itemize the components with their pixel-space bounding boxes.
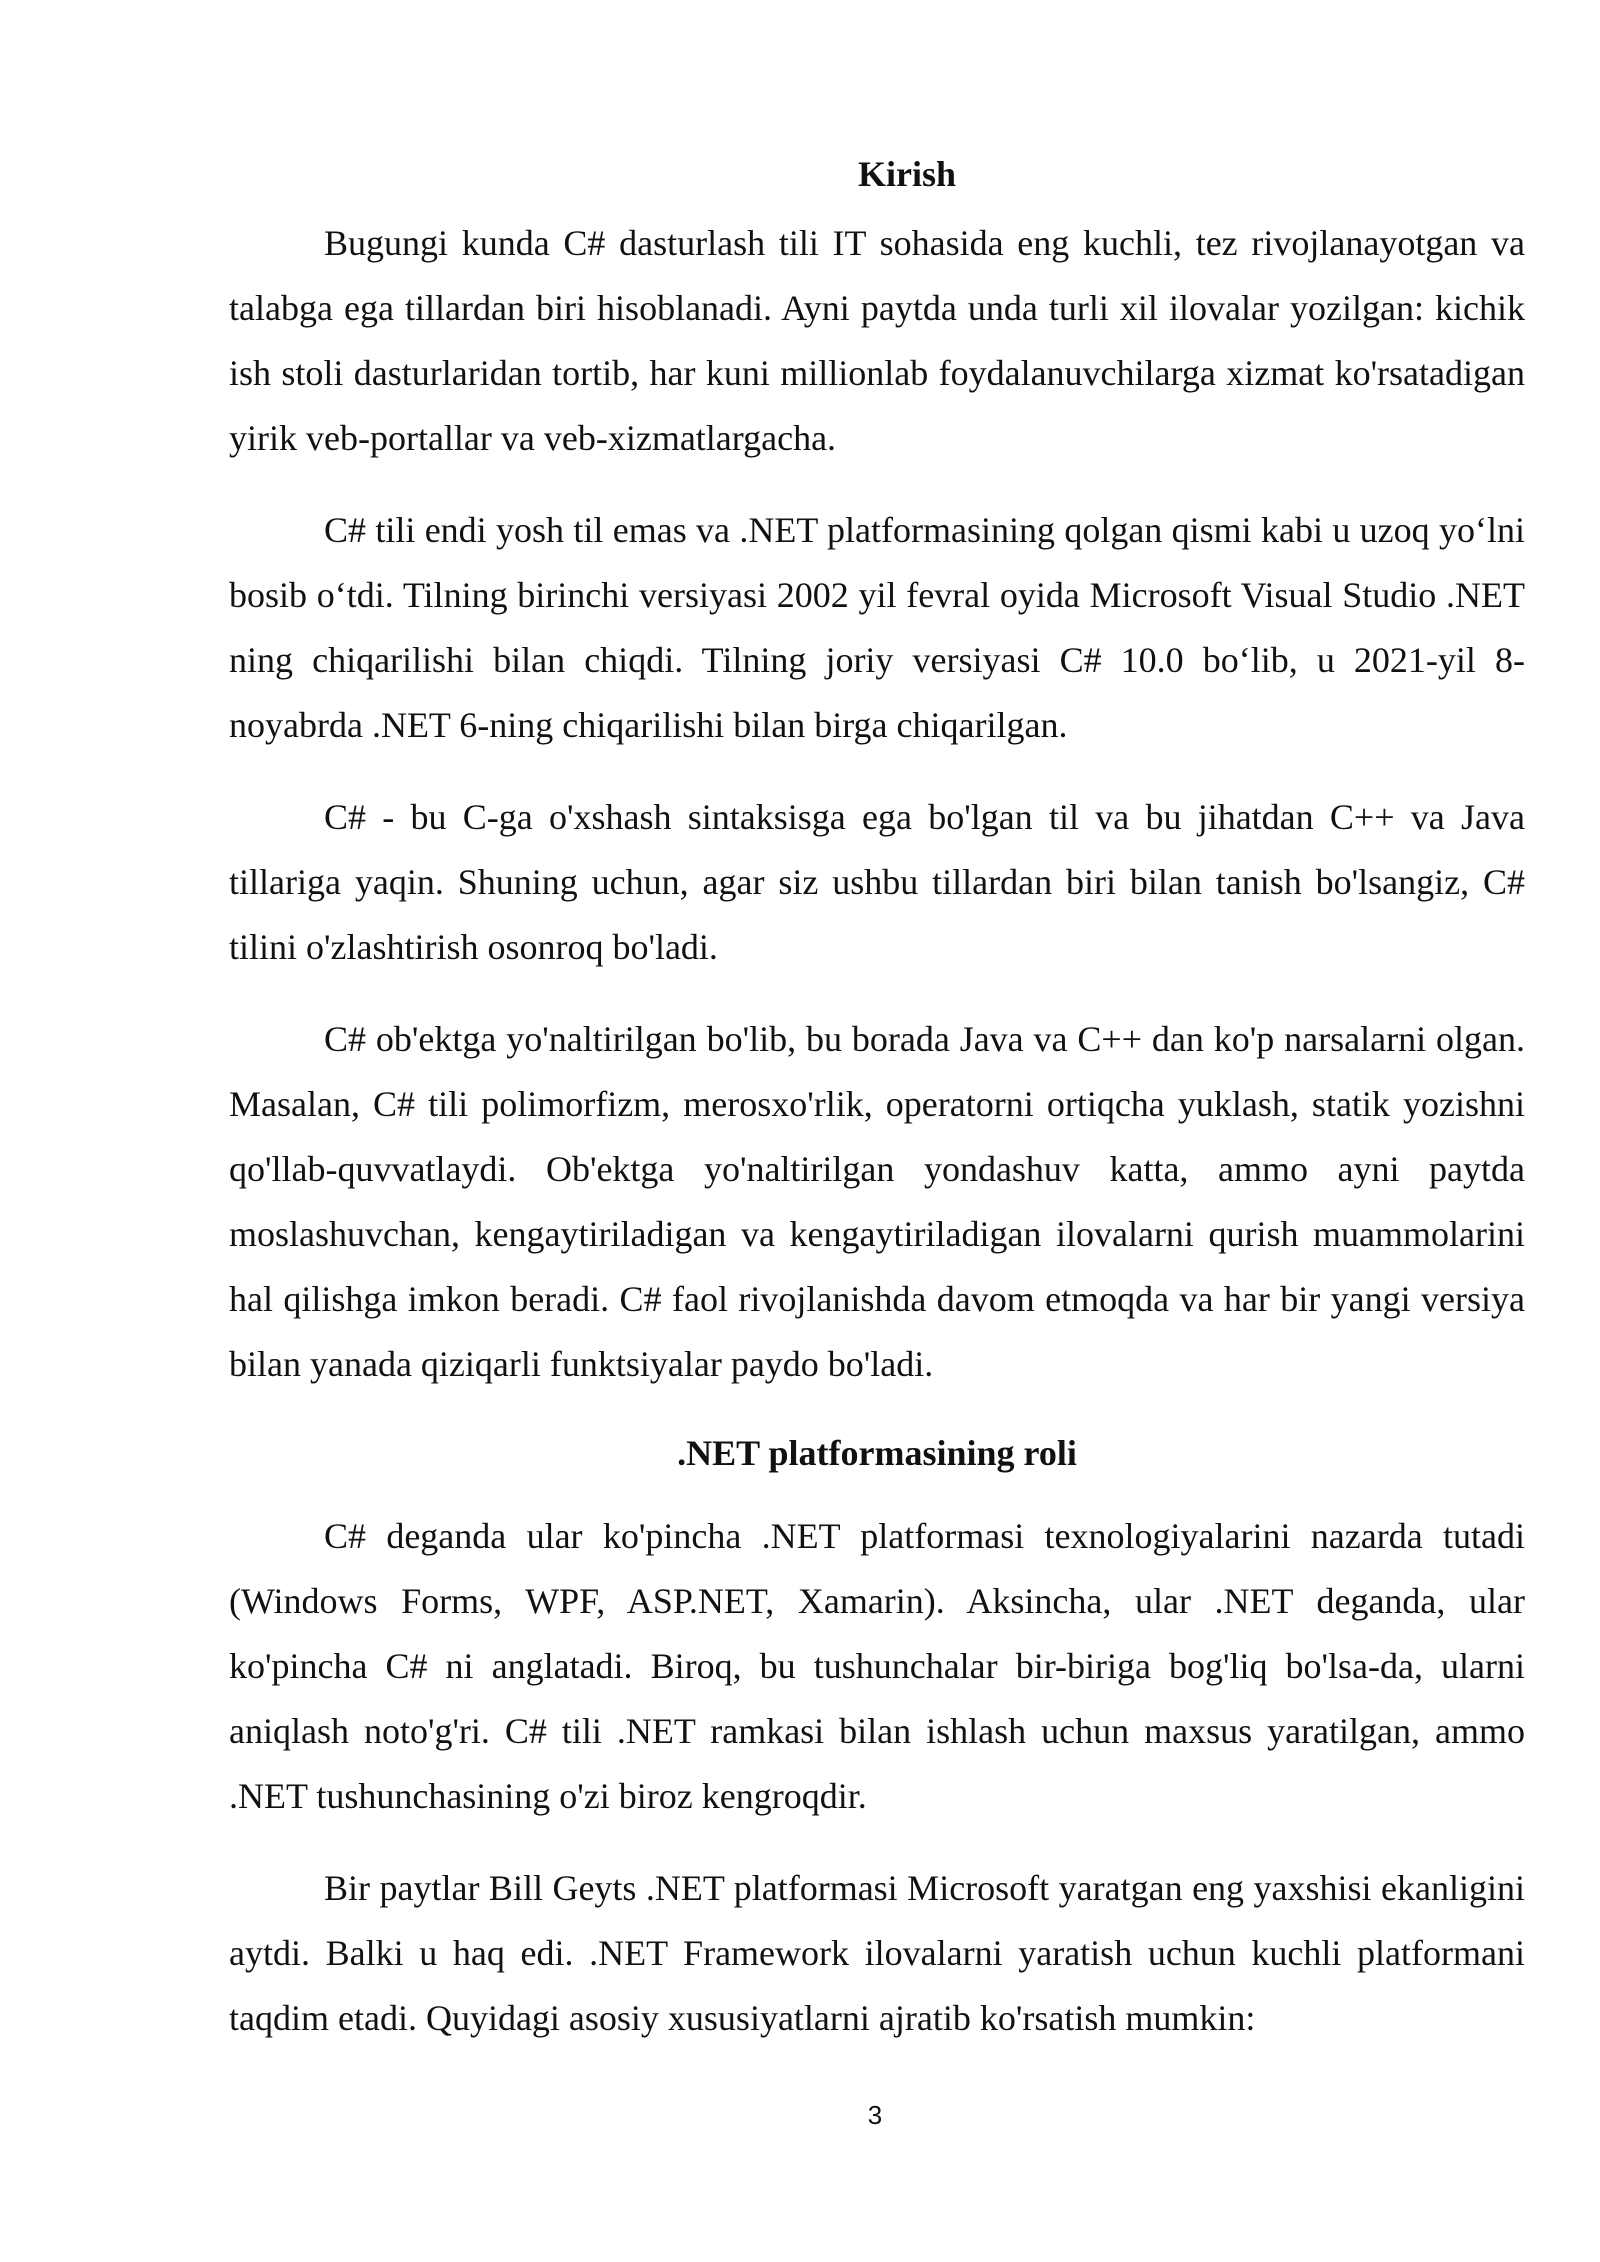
paragraph: C# - bu C-ga o'xshash sintaksisga ega bo'lgan til va bu jihatdan C++ va Java tillariga yaqin. Shuning uchun, agar siz ushbu tillardan biri bilan tanish bo'lsangiz, C# tilini o'zlashtirish osonroq bo'ladi.	[229, 797, 1525, 967]
paragraph: C# deganda ular ko'pincha .NET platformasi texnologiyalarini nazarda tutadi (Windows Forms, WPF, ASP.NET, Xamarin). Aksincha, ular .NET deganda, ular ko'pincha C# ni anglatadi. Biroq, bu tushunchalar bir-biriga bog'liq bo'lsa-da, ularni aniqlash noto'g'ri. C# tili .NET ramkasi bilan ishlash uchun maxsus yaratilgan, ammo .NET tushunchasining o'zi biroz kengroqdir.	[229, 1516, 1525, 1816]
section-title-kirish: Kirish	[857, 154, 956, 194]
section-title-net-platform: .NET platformasining roli	[677, 1433, 1077, 1473]
paragraph: Bir paytlar Bill Geyts .NET platformasi Microsoft yaratgan eng yaxshisi ekanligini aytdi. Balki u haq edi. .NET Framework ilovalarni yaratish uchun kuchli platformani taqdim etadi. Quyidagi asosiy xususiyatlarni ajratib ko'rsatish mumkin:	[229, 1868, 1525, 2038]
page-number: 3	[867, 2100, 883, 2130]
paragraph: C# ob'ektga yo'naltirilgan bo'lib, bu borada Java va C++ dan ko'p narsalarni olgan. Masalan, C# tili polimorfizm, merosxo'rlik, operatorni ortiqcha yuklash, statik yozishni qo'llab-quvvatlaydi. Ob'ektga yo'naltirilgan yondashuv katta, ammo ayni paytda moslashuvchan, kengaytiriladigan va kengaytiriladigan ilovalarni qurish muammolarini hal qilishga imkon beradi. C# faol rivojlanishda davom etmoqda va har bir yangi versiya bilan yanada qiziqarli funktsiyalar paydo bo'ladi.	[229, 1019, 1525, 1384]
paragraph: Bugungi kunda C# dasturlash tili IT sohasida eng kuchli, tez rivojlanayotgan va talabga ega tillardan biri hisoblanadi. Ayni paytda unda turli xil ilovalar yozilgan: kichik ish stoli dasturlaridan tortib, har kuni millionlab foydalanuvchilarga xizmat ko'rsatadigan yirik veb-portallar va veb-xizmatlargacha.	[229, 223, 1525, 458]
document-page	[229, 145, 1525, 2078]
paragraph: C# tili endi yosh til emas va .NET platformasining qolgan qismi kabi u uzoq yo‘lni bosib o‘tdi. Tilning birinchi versiyasi 2002 yil fevral oyida Microsoft Visual Studio .NET ning chiqarilishi bilan chiqdi. Tilning joriy versiyasi C# 10.0 bo‘lib, u 2021-yil 8-noyabrda .NET 6-ning chiqarilishi bilan birga chiqarilgan.	[229, 510, 1525, 745]
